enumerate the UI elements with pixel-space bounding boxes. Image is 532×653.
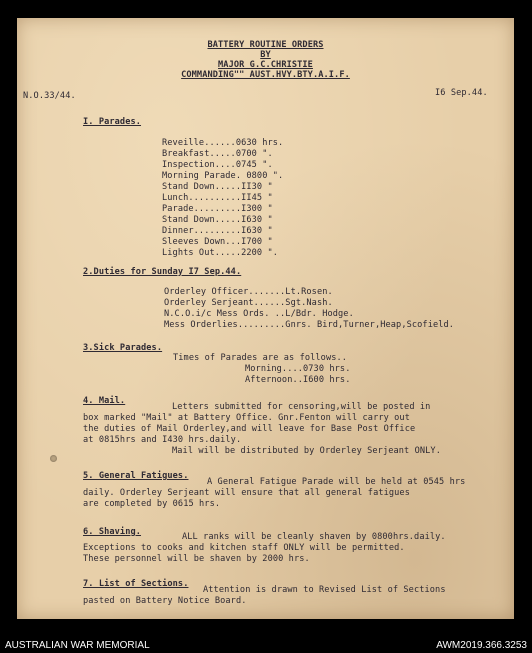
parade-line: Lunch..........II45 ": [162, 193, 273, 203]
sections-line: pasted on Battery Notice Board.: [83, 596, 247, 606]
mail-line: at 0815hrs and I430 hrs.daily.: [83, 435, 242, 445]
section-heading-mail: 4. Mail.: [83, 396, 126, 406]
header-officer: MAJOR G.C.CHRISTIE: [218, 60, 313, 70]
parade-line: Sleeves Down...I700 ": [162, 237, 273, 247]
fatigue-line: are completed by 0615 hrs.: [83, 499, 221, 509]
parade-line: Morning Parade. 0800 ".: [162, 171, 284, 181]
parade-line: Stand Down.....I630 ": [162, 215, 273, 225]
fatigue-line: daily. Orderley Serjeant will ensure that all general fatigues: [83, 488, 410, 498]
section-heading-duties: 2.Duties for Sunday I7 Sep.44.: [83, 267, 242, 277]
section-heading-parades: I. Parades.: [83, 117, 142, 127]
section-heading-sick-parades: 3.Sick Parades.: [83, 343, 163, 353]
document-date: I6 Sep.44.: [435, 88, 488, 98]
duty-line: Orderley Serjeant......Sgt.Nash.: [164, 298, 333, 308]
parade-line: Stand Down.....II30 ": [162, 182, 273, 192]
fatigue-line: A General Fatigue Parade will be held at 0545 hrs: [207, 477, 466, 487]
parade-line: Parade.........I300 ": [162, 204, 273, 214]
header-unit: COMMANDING"" AUST.HVY.BTY.A.I.F.: [181, 70, 350, 80]
header-title: BATTERY ROUTINE ORDERS: [207, 40, 324, 50]
shaving-line: ALL ranks will be cleanly shaven by 0800hrs.daily.: [182, 532, 446, 542]
mail-line: Mail will be distributed by Orderley Serjeant ONLY.: [172, 446, 441, 456]
mail-line: the duties of Mail Orderley,and will leave for Base Post Office: [83, 424, 416, 434]
reference-number: N.O.33/44.: [23, 91, 76, 101]
section-heading-general-fatigues: 5. General Fatigues.: [83, 471, 189, 481]
parade-line: Lights Out.....2200 ".: [162, 248, 279, 258]
parade-line: Dinner.........I630 ": [162, 226, 273, 236]
parade-line: Breakfast.....0700 ".: [162, 149, 273, 159]
duty-line: Mess Orderlies.........Gnrs. Bird,Turner,Heap,Scofield.: [164, 320, 455, 330]
parade-line: Reveille......0630 hrs.: [162, 138, 284, 148]
duty-line: Orderley Officer.......Lt.Rosen.: [164, 287, 333, 297]
pin-hole: [50, 455, 57, 462]
archive-source-label: AUSTRALIAN WAR MEMORIAL: [5, 640, 150, 651]
sick-parade-line: Morning....0730 hrs.: [245, 364, 351, 374]
header-by: BY: [260, 50, 271, 60]
mail-line: Letters submitted for censoring,will be posted in: [172, 402, 431, 412]
sick-parade-line: Times of Parades are as follows..: [173, 353, 348, 363]
section-heading-shaving: 6. Shaving.: [83, 527, 142, 537]
mail-line: box marked "Mail" at Battery Office. Gnr.Fenton will carry out: [83, 413, 410, 423]
shaving-line: These personnel will be shaven by 2000 hrs.: [83, 554, 310, 564]
sick-parade-line: Afternoon..I600 hrs.: [245, 375, 351, 385]
parade-line: Inspection....0745 ".: [162, 160, 273, 170]
shaving-line: Exceptions to cooks and kitchen staff ONLY will be permitted.: [83, 543, 405, 553]
duty-line: N.C.O.i/c Mess Ords. ..L/Bdr. Hodge.: [164, 309, 354, 319]
archive-footer: [0, 638, 532, 653]
sections-line: Attention is drawn to Revised List of Sections: [203, 585, 446, 595]
section-heading-list-of-sections: 7. List of Sections.: [83, 579, 189, 589]
document-page: [17, 18, 514, 619]
accession-number: AWM2019.366.3253: [436, 640, 527, 651]
